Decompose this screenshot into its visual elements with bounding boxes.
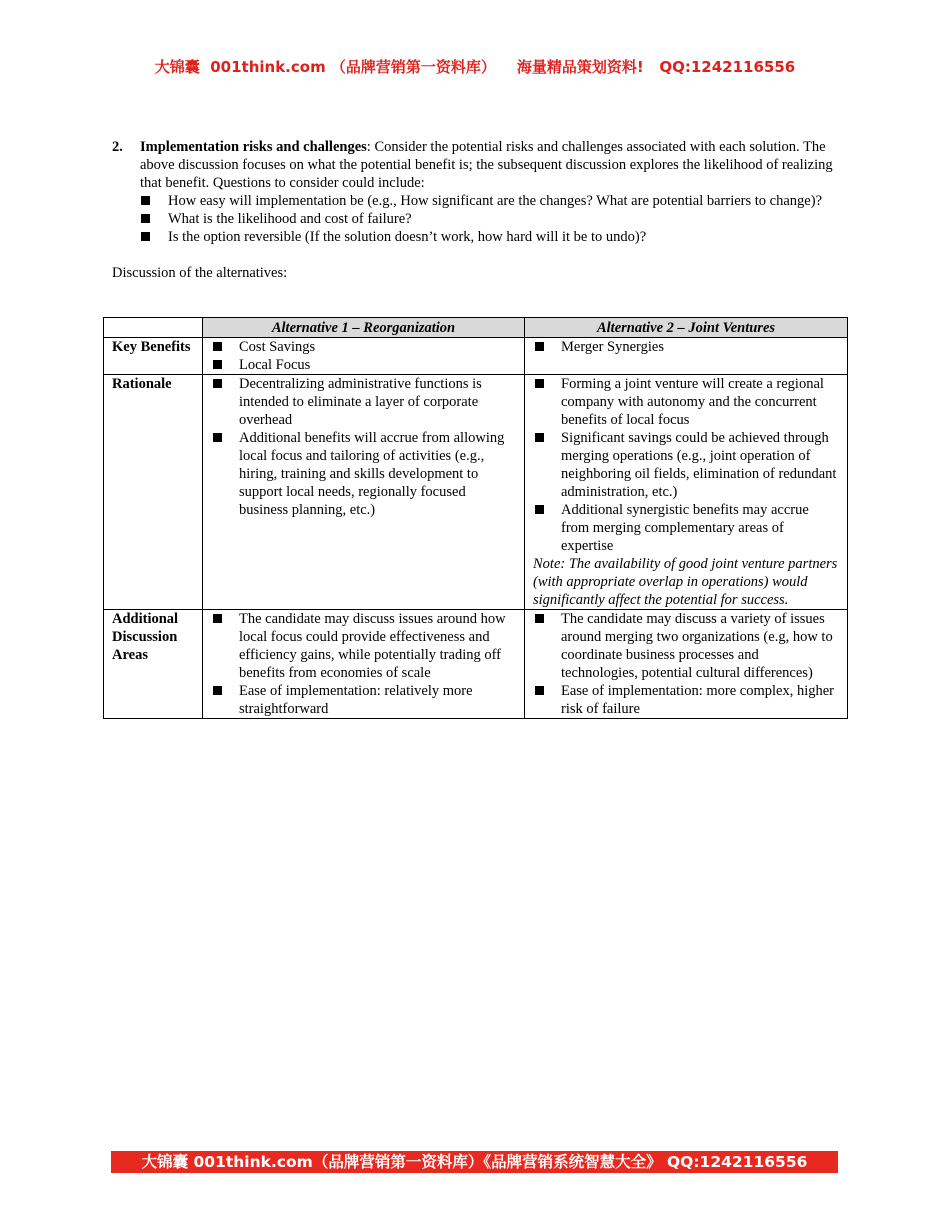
discussion-label: Discussion of the alternatives:	[112, 265, 288, 281]
cell-text: Ease of implementation: relatively more straightforward	[239, 683, 473, 717]
section-intro: : Consider the potential risks and challenges associated with each solution. The above discussion focuses on what the potential benefit is; the subsequent discussion explores the likelihood of realizing that benefit. Questions to consider could include:	[140, 139, 833, 191]
square-bullet-icon	[213, 686, 222, 695]
cell-alt2-key-benefits	[525, 338, 848, 375]
list-item	[140, 192, 842, 210]
list-item	[211, 429, 516, 519]
list-item	[211, 610, 516, 682]
section-title: Implementation risks and challenges	[140, 139, 367, 155]
square-bullet-icon	[213, 379, 222, 388]
list-item	[533, 375, 839, 429]
square-bullet-icon	[213, 360, 222, 369]
row-label-additional: Additional Discussion Areas	[104, 610, 203, 719]
list-item	[533, 429, 839, 501]
list-item	[533, 501, 839, 555]
cell-text: The candidate may discuss issues around how local focus could provide effectiveness and efficiency gains, while potentially trading off benefits from economies of scale	[239, 611, 506, 681]
square-bullet-icon	[535, 433, 544, 442]
section-item	[112, 138, 842, 246]
list-item	[211, 375, 516, 429]
cell-alt1-key-benefits	[203, 338, 525, 375]
header-blank-cell	[104, 318, 203, 338]
list-item	[211, 356, 516, 374]
section-number: 2.	[112, 139, 123, 155]
square-bullet-icon	[141, 232, 150, 241]
table-row	[104, 375, 848, 610]
square-bullet-icon	[535, 342, 544, 351]
list-item	[140, 210, 842, 228]
cell-text: Significant savings could be achieved through merging operations (e.g., joint operation of neighboring oil fields, elimination of redundant administration, etc.)	[561, 430, 837, 500]
square-bullet-icon	[535, 614, 544, 623]
header-alt2: Alternative 2 – Joint Ventures	[525, 318, 848, 338]
cell-alt2-rationale	[525, 375, 848, 610]
question-text: How easy will implementation be (e.g., How significant are the changes? What are potential barriers to change)?	[168, 193, 823, 209]
row-label-key-benefits: Key Benefits	[104, 338, 203, 375]
cell-text: Local Focus	[239, 357, 311, 373]
question-text: What is the likelihood and cost of failure?	[168, 211, 412, 227]
cell-text: Ease of implementation: more complex, higher risk of failure	[561, 683, 835, 717]
square-bullet-icon	[213, 614, 222, 623]
square-bullet-icon	[213, 433, 222, 442]
row-label-rationale: Rationale	[104, 375, 203, 610]
square-bullet-icon	[213, 342, 222, 351]
square-bullet-icon	[535, 686, 544, 695]
implementation-section	[112, 138, 842, 282]
list-item	[211, 338, 516, 356]
cell-text: Decentralizing administrative functions is intended to eliminate a layer of corporate overhead	[239, 376, 482, 428]
partner-note: Note: The availability of good joint venture partners (with appropriate overlap in operations) would significantly affect the potential for success.	[533, 556, 838, 608]
table-row	[104, 338, 848, 375]
question-text: Is the option reversible (If the solution doesn’t work, how hard will it be to undo)?	[168, 229, 647, 245]
table-row	[104, 610, 848, 719]
list-item	[140, 228, 842, 246]
alternatives-table	[103, 317, 848, 719]
table-header-row	[104, 318, 848, 338]
header-alt1: Alternative 1 – Reorganization	[203, 318, 525, 338]
cell-alt1-additional	[203, 610, 525, 719]
cell-alt2-additional	[525, 610, 848, 719]
cell-text: Merger Synergies	[561, 339, 664, 355]
square-bullet-icon	[141, 214, 150, 223]
list-item	[533, 682, 839, 718]
cell-text: Cost Savings	[239, 339, 316, 355]
square-bullet-icon	[535, 379, 544, 388]
header-banner: 大锦囊 001think.com （品牌营销第一资料库） 海量精品策划资料! QQ:1242116556	[154, 58, 796, 76]
square-bullet-icon	[535, 505, 544, 514]
footer-banner: 大锦囊 001think.com（品牌营销第一资料库）《品牌营销系统智慧大全》 QQ:1242116556	[111, 1151, 838, 1173]
square-bullet-icon	[141, 196, 150, 205]
list-item	[533, 610, 839, 682]
cell-text: Forming a joint venture will create a regional company with autonomy and the concurrent benefits of local focus	[561, 376, 824, 428]
cell-text: Additional benefits will accrue from allowing local focus and tailoring of activities (e.g., hiring, training and skills development to support local needs, regionally focused business planning, etc.)	[239, 430, 505, 518]
list-item	[211, 682, 516, 718]
cell-text: The candidate may discuss a variety of issues around merging two organizations (e.g, how to coordinate business processes and technologies, potential cultural differences)	[561, 611, 833, 681]
cell-alt1-rationale	[203, 375, 525, 610]
cell-text: Additional synergistic benefits may accrue from merging complementary areas of expertise	[561, 502, 809, 554]
question-list	[140, 192, 842, 246]
list-item	[533, 338, 839, 356]
